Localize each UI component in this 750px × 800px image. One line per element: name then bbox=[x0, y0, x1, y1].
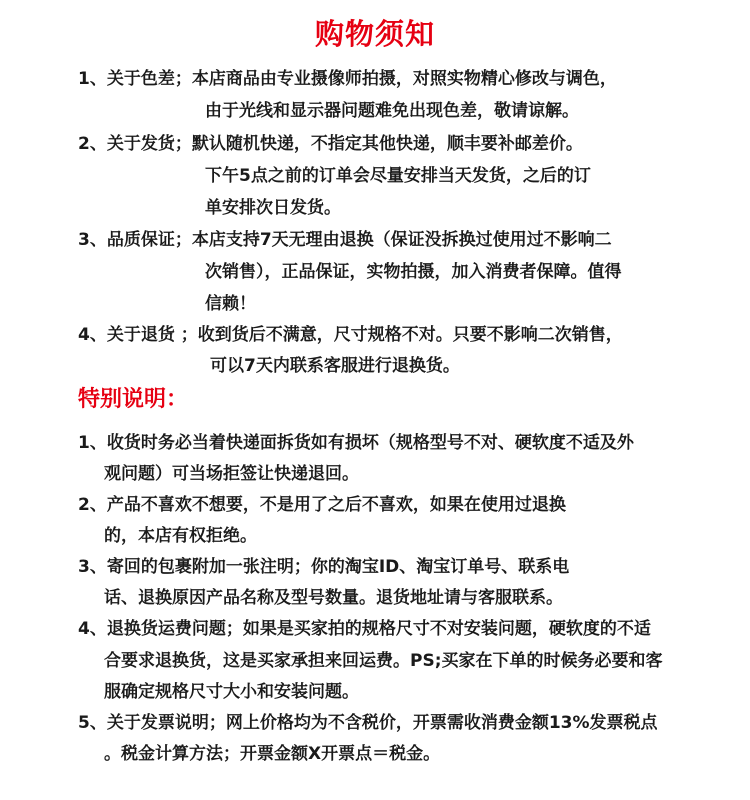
notice-item-3-line-1: 3、品质保证；本店支持7天无理由退换（保证没拆换过使用过不影响二 bbox=[78, 230, 612, 250]
notice-item-3-line-2: 次销售），正品保证，实物拍摄，加入消费者保障。值得 bbox=[205, 262, 622, 282]
special-item-4-line-1: 4、退换货运费问题；如果是买家拍的规格尺寸不对安装问题，硬软度的不适 bbox=[78, 619, 651, 639]
special-item-3-line-2: 话、退换原因产品名称及型号数量。退货地址请与客服联系。 bbox=[104, 588, 563, 608]
notice-item-1-line-2: 由于光线和显示器问题难免出现色差，敬请谅解。 bbox=[205, 101, 579, 121]
notice-item-2-line-1: 2、关于发货；默认随机快递，不指定其他快递，顺丰要补邮差价。 bbox=[78, 134, 583, 154]
special-item-4-line-2: 合要求退换货，这是买家承担来回运费。PS;买家在下单的时候务必要和客 bbox=[104, 651, 663, 671]
notice-item-3-line-3: 信赖！ bbox=[205, 294, 256, 314]
page-title: 购物须知 bbox=[314, 17, 435, 51]
special-item-1-line-1: 1、收货时务必当着快递面拆货如有损坏（规格型号不对、硬软度不适及外 bbox=[78, 433, 634, 453]
special-item-3-line-1: 3、寄回的包裹附加一张注明；你的淘宝ID、淘宝订单号、联系电 bbox=[78, 557, 570, 577]
special-item-2-line-2: 的，本店有权拒绝。 bbox=[104, 526, 257, 546]
notice-item-1-line-1: 1、关于色差；本店商品由专业摄像师拍摄，对照实物精心修改与调色， bbox=[78, 69, 617, 89]
notice-item-4-line-2: 可以7天内联系客服进行退换货。 bbox=[210, 356, 460, 376]
special-item-5-line-1: 5、关于发票说明；网上价格均为不含税价，开票需收消费金额13%发票税点 bbox=[78, 713, 658, 733]
special-item-2-line-1: 2、产品不喜欢不想要，不是用了之后不喜欢，如果在使用过退换 bbox=[78, 495, 566, 515]
notice-item-4-line-1: 4、关于退货 ；收到货后不满意，尺寸规格不对。只要不影响二次销售， bbox=[78, 325, 623, 345]
special-item-1-line-2: 观问题）可当场拒签让快递退回。 bbox=[104, 464, 359, 484]
notice-item-2-line-3: 单安排次日发货。 bbox=[205, 198, 341, 218]
special-item-5-line-2: 。税金计算方法；开票金额X开票点＝税金。 bbox=[104, 744, 441, 764]
special-notes-title: 特别说明： bbox=[78, 387, 189, 412]
notice-item-2-line-2: 下午5点之前的订单会尽量安排当天发货，之后的订 bbox=[205, 166, 591, 186]
special-item-4-line-3: 服确定规格尺寸大小和安装问题。 bbox=[104, 682, 359, 702]
